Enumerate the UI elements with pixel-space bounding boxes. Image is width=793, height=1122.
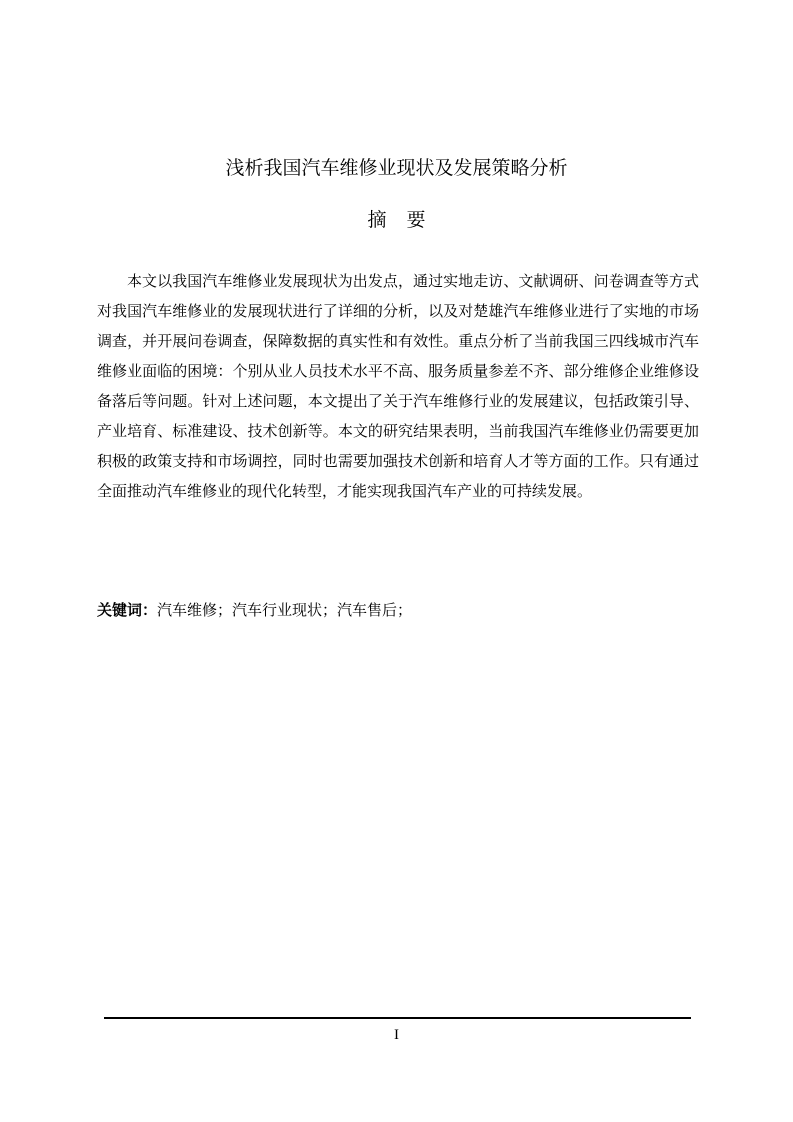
keywords-label: 关键词： [97,601,158,619]
abstract-heading: 摘要 [367,209,446,231]
page-title: 浅析我国汽车维修业现状及发展策略分析 [225,157,568,179]
page-number: I [394,1027,399,1043]
keywords-value: 汽车维修；汽车行业现状；汽车售后； [157,601,413,619]
keywords-line [97,595,699,625]
abstract-paragraph: 本文以我国汽车维修业发展现状为出发点，通过实地走访、文献调研、问卷调查等方式对我国汽车维修业的发展现状进行了详细的分析，以及对楚雄汽车维修业进行了实地的市场调查，并开展问卷调查，保障数据的真实性和有效性。重点分析了当前我国三四线城市汽车维修业面临的困境：个别从业人员技术水平不高、服务质量参差不齐、部分维修企业维修设备落后等问题。针对上述问题，本文提出了关于汽车维修行业的发展建议，包括政策引导、产业培育、标准建设、技术创新等。本文的研究结果表明，当前我国汽车维修业仍需要更加积极的政策支持和市场调控，同时也需要加强技术创新和培育人才等方面的工作。只有通过全面推动汽车维修业的现代化转型，才能实现我国汽车产业的可持续发展。 [97,272,699,500]
footer-divider [104,1017,691,1019]
